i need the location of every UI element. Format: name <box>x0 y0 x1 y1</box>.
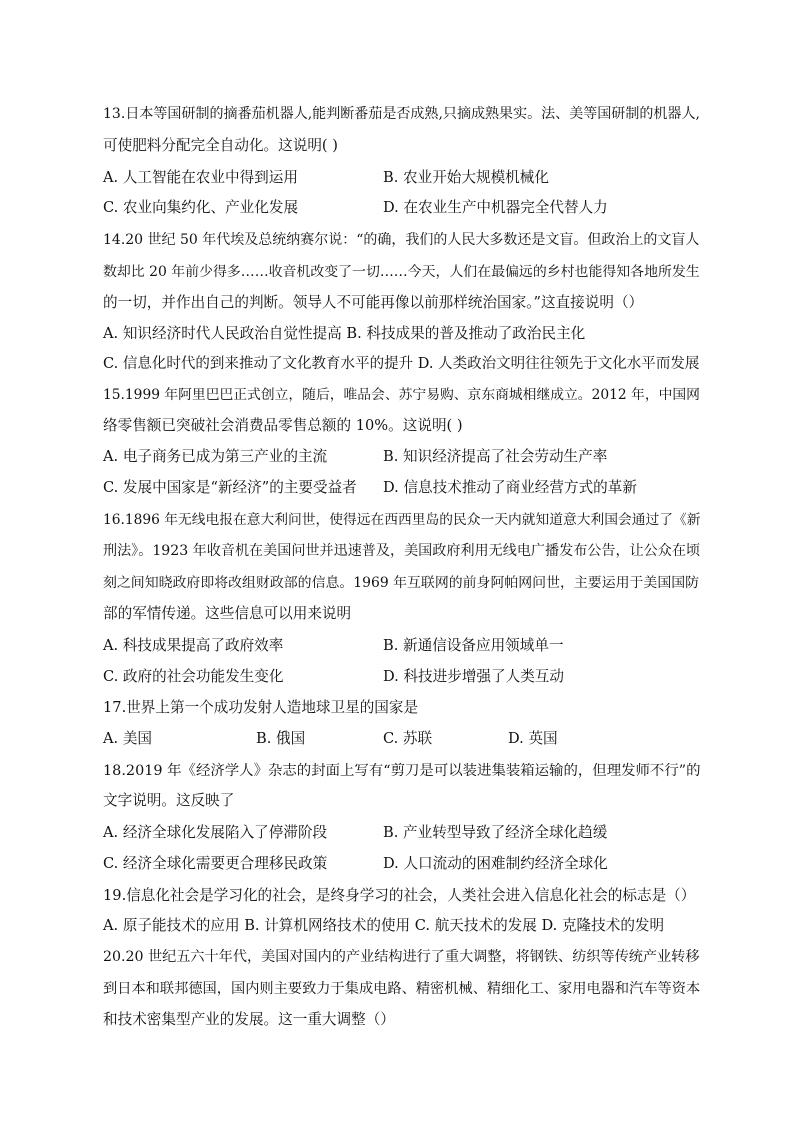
question-20-stem-line-3: 和技术密集型产业的发展。这一重大调整（） <box>103 1011 395 1028</box>
question-16-stem-line-2: 刑法》。1923 年收音机在美国问世并迅速普及，美国政府利用无线电广播发布公告，让公众在顷 <box>103 543 701 559</box>
question-13-stem-line-2: 可使肥料分配完全自动化。这说明( ) <box>103 137 338 154</box>
question-14-options-line-1: A. 知识经济时代人民政治自觉性提高 B. 科技成果的普及推动了政治民主化 <box>103 325 586 342</box>
question-14-stem-line-3: 的一切，并作出自己的判断。领导人不可能再像以前那样统治国家。”这直接说明（） <box>103 294 644 311</box>
question-14-stem-line-1: 14.20 世纪 50 年代埃及总统纳赛尔说：“的确，我们的人民大多数还是文盲。但政治上的文盲人 <box>103 232 700 248</box>
question-15-option-a: A. 电子商务已成为第三产业的主流 <box>103 448 328 465</box>
question-18-stem-line-1: 18.2019 年《经济学人》杂志的封面上写有“剪刀是可以装进集装箱运输的，但理发师不行”的 <box>103 763 701 779</box>
question-14-stem-line-2: 数却比 20 年前少得多……收音机改变了一切……今天，人们在最偏远的乡村也能得知各地所发生 <box>103 264 700 280</box>
question-15-stem-line-2: 络零售额已突破社会消费品零售总额的 10%。这说明( ) <box>103 417 463 434</box>
question-13-option-b: B. 农业开始大规模机械化 <box>383 169 549 186</box>
question-17-stem: 17.世界上第一个成功发射人造地球卫星的国家是 <box>103 699 419 716</box>
question-16-option-a: A. 科技成果提高了政府效率 <box>103 637 284 654</box>
question-17-option-b: B. 俄国 <box>256 730 306 747</box>
question-18-option-d: D. 人口流动的困难制约经济全球化 <box>383 855 608 872</box>
question-19-options-line: A. 原子能技术的应用 B. 计算机网络技术的使用 C. 航天技术的发展 D. 克隆技术的发明 <box>103 917 665 934</box>
question-13-option-c: C. 农业向集约化、产业化发展 <box>103 199 299 216</box>
question-15-stem-line-1: 15.1999 年阿里巴巴正式创立，随后，唯品会、苏宁易购、京东商城相继成立。2012 年，中国网 <box>103 387 700 403</box>
question-16-stem-line-1: 16.1896 年无线电报在意大利问世，使得远在西西里岛的民众一天内就知道意大利国会通过了《新 <box>103 512 701 528</box>
question-18-option-b: B. 产业转型导致了经济全球化趋缓 <box>383 824 608 841</box>
question-13-option-a: A. 人工智能在农业中得到运用 <box>103 169 298 186</box>
question-16-option-d: D. 科技进步增强了人类互动 <box>383 668 564 685</box>
question-15-option-c: C. 发展中国家是“新经济”的主要受益者 <box>103 479 357 496</box>
question-17-option-a: A. 美国 <box>103 730 153 747</box>
question-18-option-a: A. 经济全球化发展陷入了停滞阶段 <box>103 824 328 841</box>
question-16-option-c: C. 政府的社会功能发生变化 <box>103 668 284 685</box>
question-20-stem-line-2: 到日本和联邦德国，国内则主要致力于集成电路、精密机械、精细化工、家用电器和汽车等资本 <box>103 981 701 997</box>
question-20-stem-line-1: 20.20 世纪五六十年代，美国对国内的产业结构进行了重大调整，将钢铁、纺织等传统产业转移 <box>103 949 700 965</box>
question-16-stem-line-3: 刻之间知晓政府即将改组财政部的信息。1969 年互联网的前身阿帕网问世，主要运用于美国国防 <box>103 575 700 591</box>
question-18-stem-line-2: 文字说明。这反映了 <box>103 792 235 809</box>
question-15-option-b: B. 知识经济提高了社会劳动生产率 <box>383 448 608 465</box>
question-16-stem-line-4: 部的军情传递。这些信息可以用来说明 <box>103 605 352 622</box>
question-19-stem: 19.信息化社会是学习化的社会，是终身学习的社会，人类社会进入信息化社会的标志是（） <box>103 887 696 904</box>
question-18-option-c: C. 经济全球化需要更合理移民政策 <box>103 855 328 872</box>
question-13-option-d: D. 在农业生产中机器完全代替人力 <box>383 199 608 216</box>
question-17-option-c: C. 苏联 <box>383 730 433 747</box>
question-13-stem-line-1: 13.日本等国研制的摘番茄机器人,能判断番茄是否成熟,只摘成熟果实。法、美等国研制的机器人, <box>103 106 700 122</box>
question-17-option-d: D. 英国 <box>508 730 558 747</box>
question-14-options-line-2: C. 信息化时代的到来推动了文化教育水平的提升 D. 人类政治文明往往领先于文化水平而发展 <box>103 356 700 372</box>
question-16-option-b: B. 新通信设备应用领域单一 <box>383 637 564 654</box>
question-15-option-d: D. 信息技术推动了商业经营方式的革新 <box>383 479 637 496</box>
